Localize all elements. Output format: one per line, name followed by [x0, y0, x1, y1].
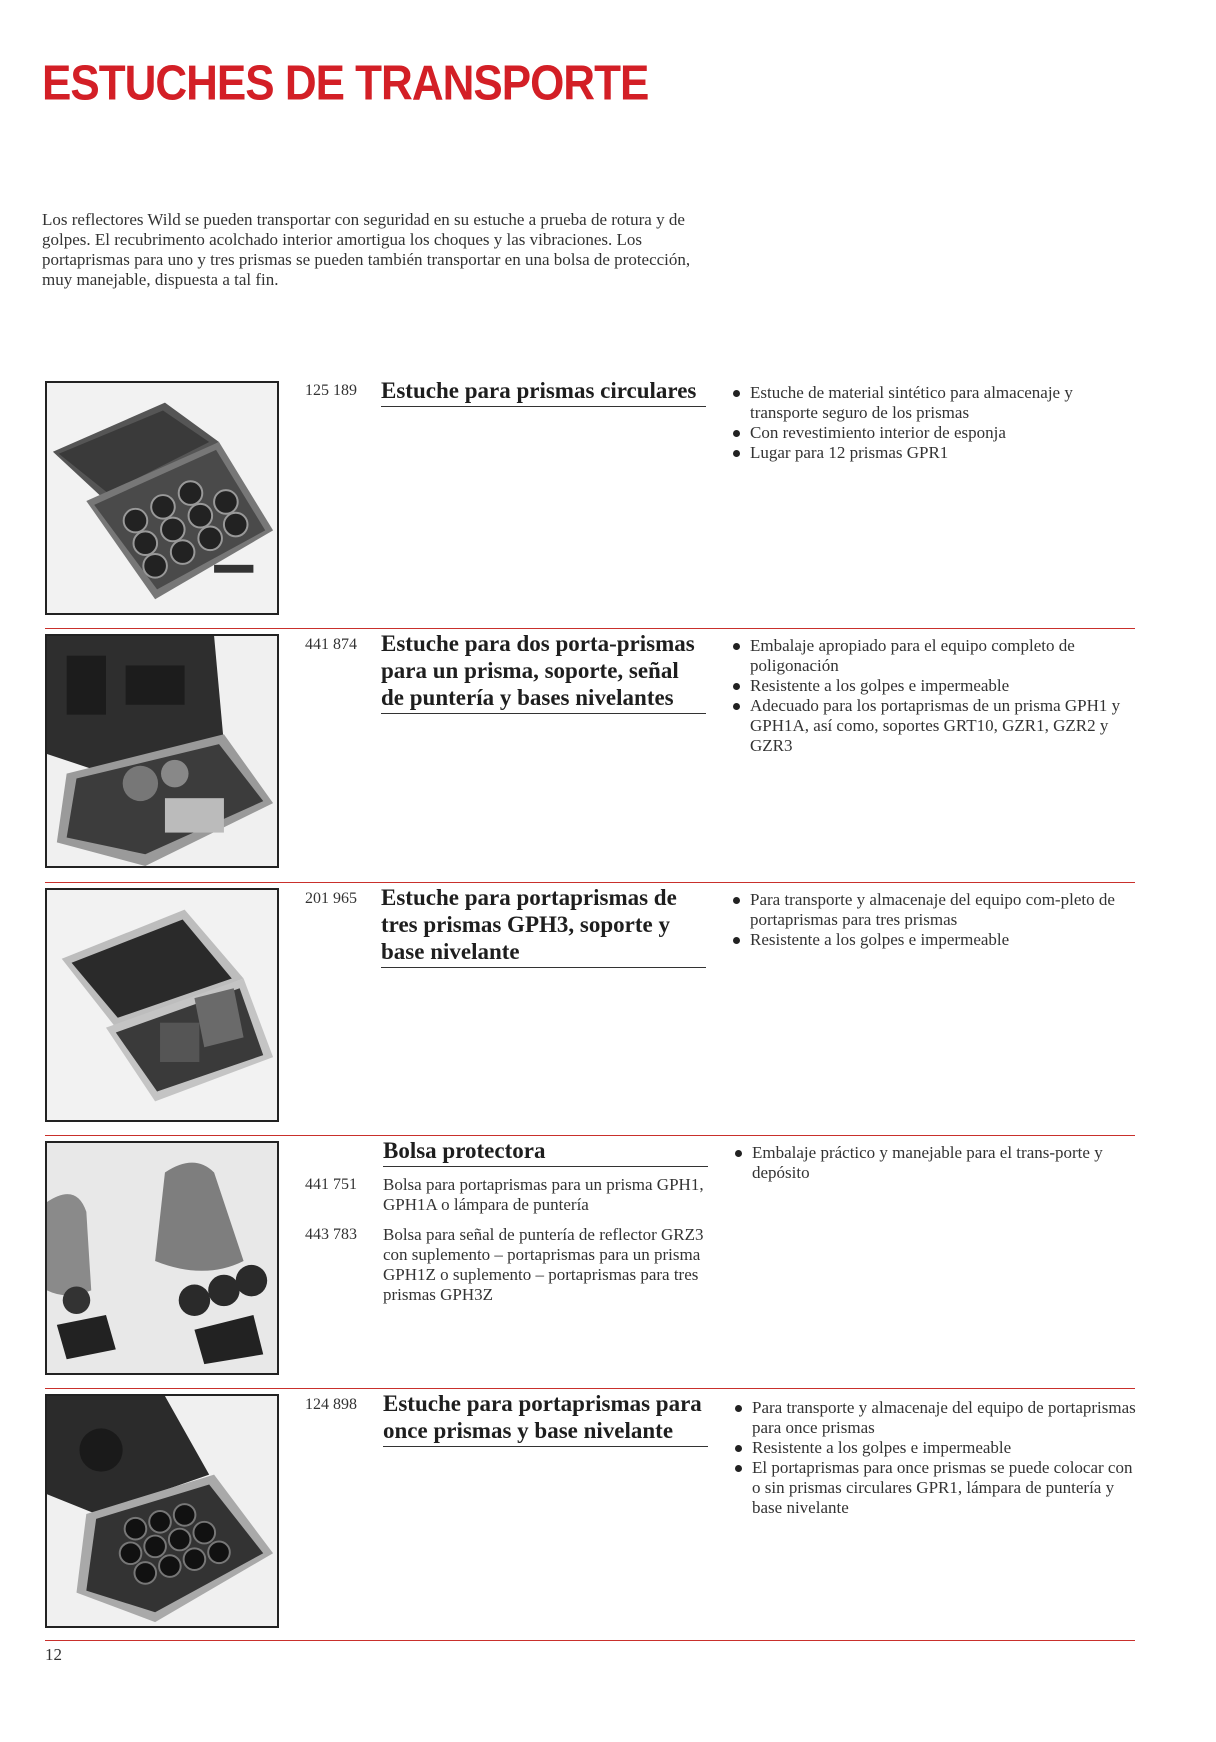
feature-item: Embalaje práctico y manejable para el trans-porte y depósito: [732, 1143, 1142, 1183]
product-code: 443 783: [305, 1226, 357, 1243]
sub-item-text: Bolsa para señal de puntería de reflector GRZ3 con suplemento – portaprismas para un prisma GPH1Z o suplemento – portaprismas para tres prismas GPH3Z: [383, 1225, 704, 1304]
product-photo: [45, 1141, 279, 1375]
feature-list: [730, 636, 1140, 756]
product-title: Estuche para dos porta-prismas para un prisma, soporte, señal de puntería y bases nivelantes: [381, 630, 706, 714]
section-divider: [45, 882, 1135, 883]
sub-item: [305, 1225, 715, 1305]
traverse-case-illustration: [47, 636, 277, 866]
product-code: 124 898: [305, 1396, 357, 1413]
product-code: 201 965: [305, 890, 357, 907]
product-photo: [45, 888, 279, 1122]
feature-item: Adecuado para los portaprismas de un prisma GPH1 y GPH1A, así como, soportes GRT10, GZR1, GZR2 y GZR3: [730, 696, 1140, 756]
feature-item: Para transporte y almacenaje del equipo com-pleto de portaprismas para tres prismas: [730, 890, 1140, 930]
product-code: 441 751: [305, 1176, 357, 1193]
sub-item-text: Bolsa para portaprismas para un prisma GPH1, GPH1A o lámpara de puntería: [383, 1175, 704, 1214]
product-photo: [45, 381, 279, 615]
feature-item: Estuche de material sintético para almacenaje y transporte seguro de los prismas: [730, 383, 1140, 423]
page-number: 12: [45, 1645, 62, 1664]
feature-item: Resistente a los golpes e impermeable: [732, 1438, 1142, 1458]
product-code: 441 874: [305, 636, 357, 653]
feature-item: El portaprismas para once prismas se puede colocar con o sin prismas circulares GPR1, lámpara de puntería y base nivelante: [732, 1458, 1142, 1518]
feature-item: Resistente a los golpes e impermeable: [730, 930, 1140, 950]
feature-item: Con revestimiento interior de esponja: [730, 423, 1140, 443]
feature-item: Resistente a los golpes e impermeable: [730, 676, 1140, 696]
product-title: Estuche para portaprismas para once prismas y base nivelante: [383, 1390, 708, 1447]
feature-list: [730, 890, 1140, 950]
product-photo: [45, 1394, 279, 1628]
intro-paragraph: Los reflectores Wild se pueden transportar con seguridad en su estuche a prueba de rotura y de golpes. El recubrimento acolchado interior amortigua los choques y las vibraciones. Los portaprismas para uno y tres prismas se pueden también transportar en una bolsa de protección, muy manejable, dispuesta a tal fin.: [42, 210, 691, 289]
section-divider: [45, 628, 1135, 629]
three-prism-case-illustration: [47, 890, 277, 1120]
feature-list: [732, 1398, 1142, 1518]
prism-case-illustration: [47, 383, 277, 613]
product-photo: [45, 634, 279, 868]
section-divider: [45, 1388, 1135, 1389]
feature-list: [730, 383, 1140, 463]
product-code: 125 189: [305, 382, 357, 399]
section-divider: [45, 1135, 1135, 1136]
feature-list: [732, 1143, 1142, 1183]
page-title: ESTUCHES DE TRANSPORTE: [42, 56, 649, 111]
product-title: Estuche para portaprismas de tres prismas GPH3, soporte y base nivelante: [381, 884, 706, 968]
feature-item: Lugar para 12 prismas GPR1: [730, 443, 1140, 463]
product-title: Bolsa protectora: [383, 1137, 708, 1167]
sub-item: [305, 1175, 715, 1215]
footer-divider: [45, 1640, 1135, 1641]
product-title: Estuche para prismas circulares: [381, 377, 706, 407]
protective-bag-illustration: [47, 1143, 277, 1373]
eleven-prism-case-illustration: [47, 1396, 277, 1626]
feature-item: Para transporte y almacenaje del equipo de portaprismas para once prismas: [732, 1398, 1142, 1438]
feature-item: Embalaje apropiado para el equipo completo de poligonación: [730, 636, 1140, 676]
